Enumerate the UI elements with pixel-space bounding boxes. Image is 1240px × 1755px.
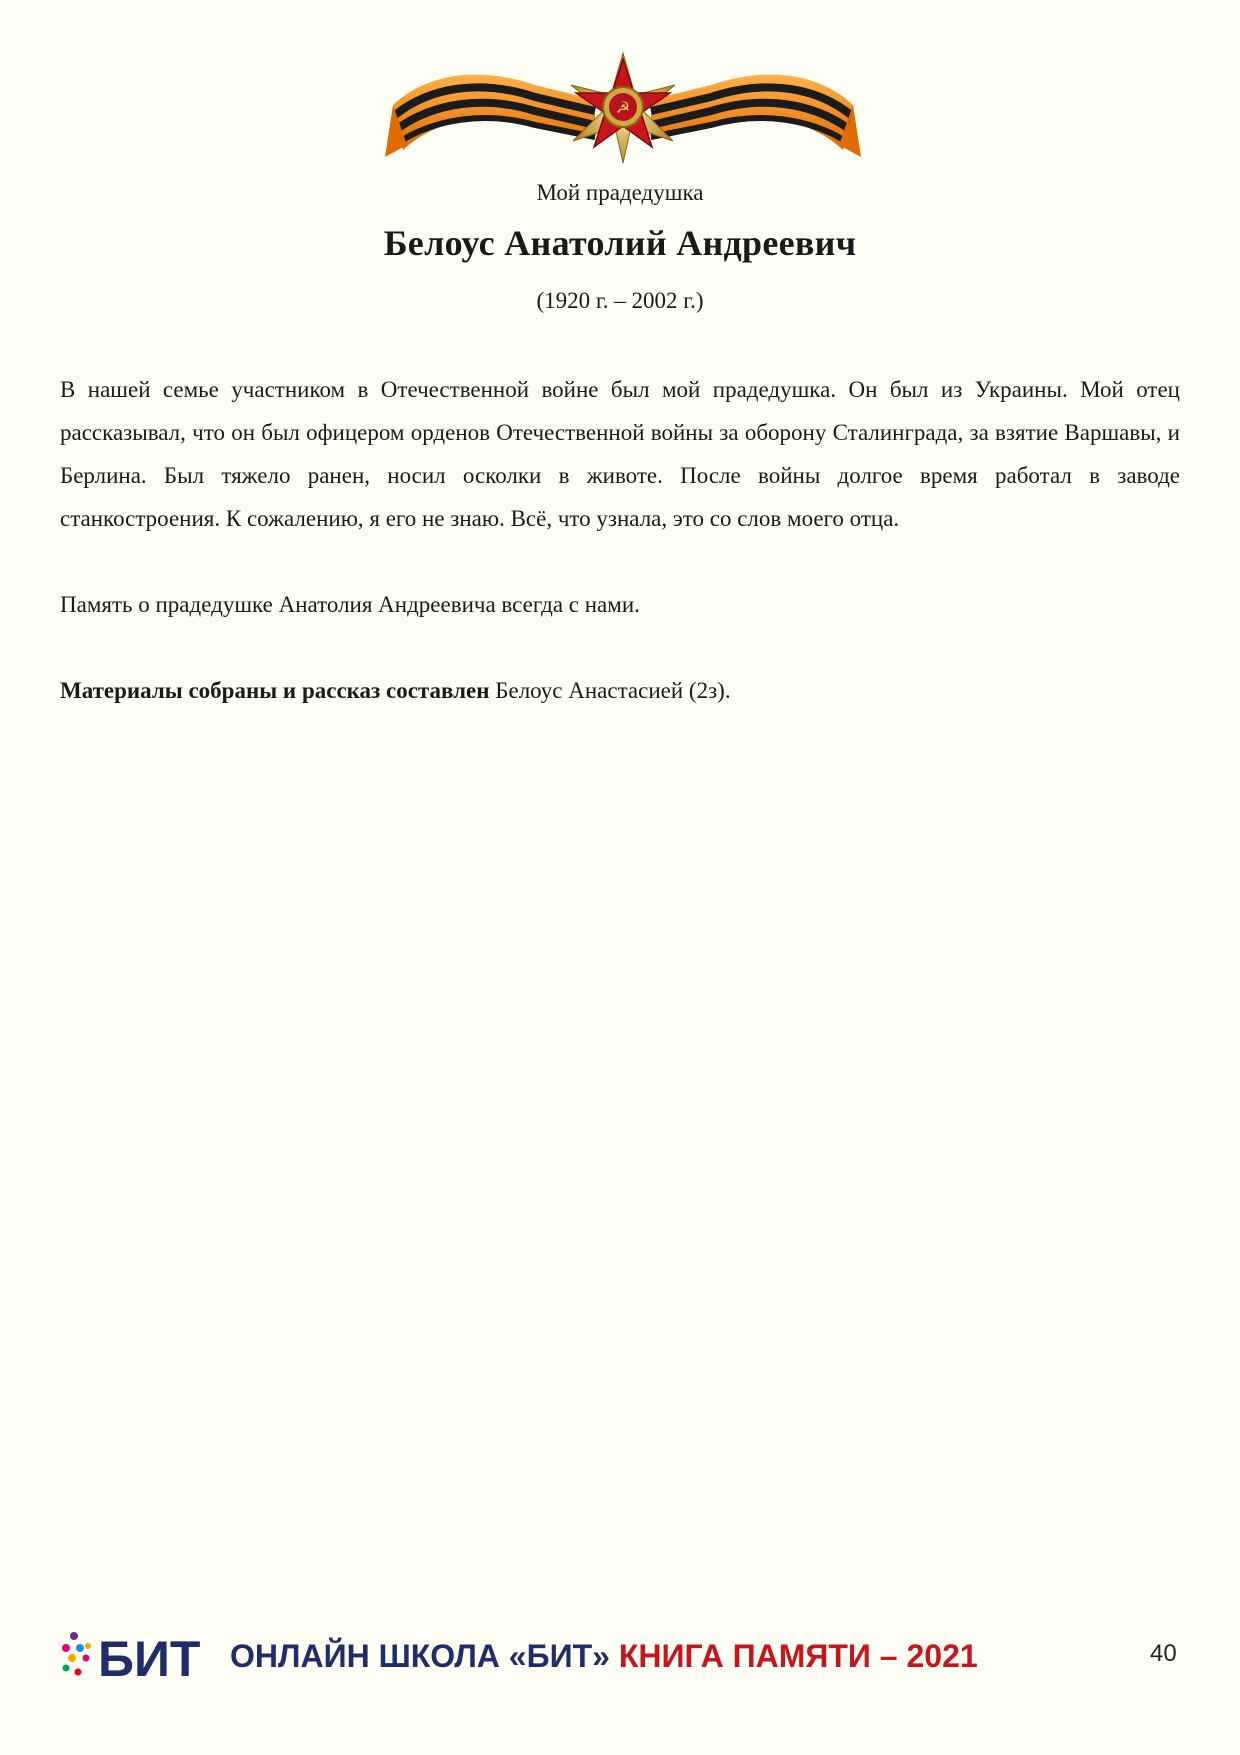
ribbon-order-emblem-icon [385, 45, 861, 165]
credit-label: Материалы собраны и рассказ составлен [60, 678, 490, 703]
bit-logo-text: БИТ [98, 1631, 201, 1684]
bit-logo-icon [60, 1628, 218, 1684]
life-dates: (1920 г. – 2002 г.) [536, 288, 704, 313]
credit-paragraph [60, 669, 1180, 712]
credit-author: Белоус Анастасией (2з). [489, 678, 731, 703]
footer-title [230, 1638, 978, 1675]
school-label: ОНЛАЙН ШКОЛА «БИТ» [230, 1638, 610, 1674]
story-paragraph: В нашей семье участником в Отечественной войне был мой прадедушка. Он был из Украины. Мой отец рассказывал, что он был офицером орденов Отечественной войны за оборону Сталинграда, за взятие Варшавы, и Берлина. Был тяжело ранен, носил осколки в животе. После войны долгое время работал в заводе станкостроения. К сожалению, я его не знаю. Всё, что узнала, это со слов моего отца. [60, 377, 1180, 531]
svg-text:☭: ☭ [615, 98, 631, 117]
page-number: 40 [1150, 1640, 1177, 1667]
person-name-heading: Белоус Анатолий Андреевич [383, 223, 857, 263]
page-subtitle: Мой прадедушка [536, 180, 704, 205]
book-label: КНИГА ПАМЯТИ – 2021 [609, 1638, 978, 1674]
memory-paragraph: Память о прадедушке Анатолия Андреевича всегда с нами. [60, 592, 640, 617]
